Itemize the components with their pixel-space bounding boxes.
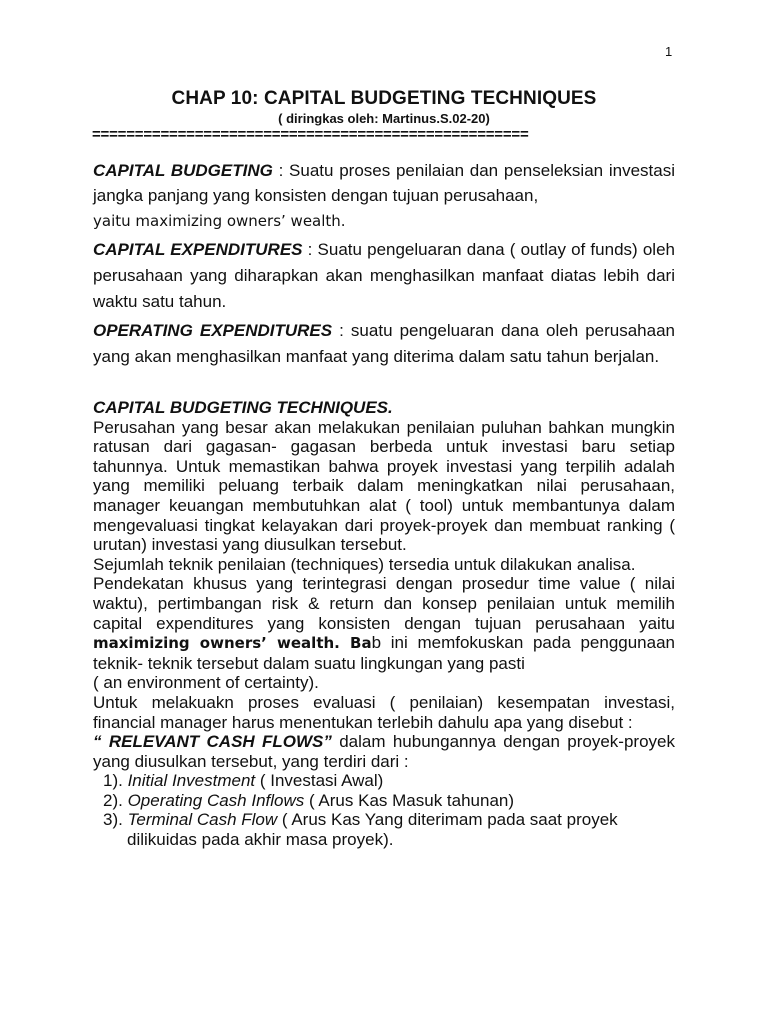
techniques-p3-bold: maximizing owners’ wealth. Ba bbox=[93, 634, 372, 653]
list-item-number: 3). bbox=[103, 810, 128, 830]
list-item bbox=[93, 791, 675, 811]
techniques-paragraph-3 bbox=[93, 574, 675, 673]
capital-budgeting-text: : Suatu proses penilaian dan penseleksian investasi jangka panjang yang konsisten dengan tujuan perusahaan, bbox=[93, 161, 675, 205]
divider-line: =================================================== bbox=[92, 126, 529, 143]
techniques-p3-start: Pendekatan khusus yang terintegrasi dengan prosedur time value ( nilai waktu), pertimbangan risk & return dan konsep penilaian untuk memilih capital expenditures yang konsisten dengan tujuan perusahaan yaitu bbox=[93, 574, 675, 633]
techniques-paragraph-2: Sejumlah teknik penilaian (techniques) tersedia untuk dilakukan analisa. bbox=[93, 554, 636, 574]
operating-expenditures-term: OPERATING EXPENDITURES bbox=[93, 321, 333, 340]
list-item-number: 1). bbox=[103, 771, 128, 791]
operating-expenditures-definition bbox=[93, 318, 675, 370]
relevant-cash-flows-term: “ RELEVANT CASH FLOWS” bbox=[93, 732, 332, 752]
page-number: 1 bbox=[665, 44, 673, 59]
capital-budgeting-definition bbox=[93, 158, 675, 234]
operating-expenditures-text: : suatu pengeluaran dana oleh perusahaan yang akan menghasilkan manfaat yang diterima dalam satu tahun berjalan. bbox=[93, 321, 675, 366]
list-item-description: ( Investasi Awal) bbox=[255, 771, 384, 791]
relevant-cash-flows-paragraph bbox=[93, 732, 675, 771]
list-item-term: Terminal Cash Flow bbox=[127, 810, 278, 830]
list-item-description: ( Arus Kas Masuk tahunan) bbox=[304, 790, 515, 810]
techniques-paragraph-4: ( an environment of certainty). bbox=[93, 673, 319, 693]
capital-expenditures-text: : Suatu pengeluaran dana ( outlay of funds) oleh perusahaan yang diharapkan akan menghasilkan manfaat diatas lebih dari waktu satu tahun. bbox=[93, 240, 675, 311]
capital-expenditures-definition bbox=[93, 237, 675, 315]
list-item-number: 2). bbox=[103, 790, 128, 810]
list-item bbox=[93, 771, 675, 791]
list-item-term: Initial Investment bbox=[127, 771, 256, 791]
capital-budgeting-goal: yaitu maximizing owners’ wealth. bbox=[93, 212, 346, 230]
chapter-title: CHAP 10: CAPITAL BUDGETING TECHNIQUES bbox=[171, 88, 597, 109]
list-item-term: Operating Cash Inflows bbox=[127, 790, 305, 810]
relevant-cash-flows-text: dalam hubungannya dengan proyek-proyek yang diusulkan tersebut, yang terdiri dari : bbox=[93, 732, 675, 771]
capital-expenditures-term: CAPITAL EXPENDITURES bbox=[93, 240, 303, 259]
list-item bbox=[93, 810, 675, 849]
list-item-description: ( Arus Kas Yang diterimam pada saat proyek bbox=[277, 810, 618, 830]
techniques-section bbox=[93, 398, 675, 850]
techniques-paragraph-1: Perusahan yang besar akan melakukan penilaian puluhan bahkan mungkin ratusan dari gagasan- gagasan berbeda untuk investasi baru setiap tahunnya. Untuk memastikan bahwa proyek investasi yang terpilih adalah yang memiliki peluang terbaik dalam meningkatkan nilai perusahaan, manager keuangan membutuhkan alat ( tool) untuk membantunya dalam mengevaluasi tingkat kelayakan dari proyek-proyek dan membuat ranking ( urutan) investasi yang diusulkan tersebut. bbox=[93, 417, 675, 555]
techniques-paragraph-5: Untuk melakuakn proses evaluasi ( penilaian) kesempatan investasi, financial manager harus menentukan terlebih dahulu apa yang disebut : bbox=[93, 692, 675, 732]
techniques-heading: CAPITAL BUDGETING TECHNIQUES. bbox=[93, 398, 393, 417]
list-item-continuation: dilikuidas pada akhir masa proyek). bbox=[127, 830, 394, 850]
capital-budgeting-term: CAPITAL BUDGETING bbox=[93, 161, 273, 180]
chapter-subtitle: ( diringkas oleh: Martinus.S.02-20) bbox=[278, 111, 490, 126]
techniques-p3-end: b ini memfokuskan pada penggunaan teknik- teknik tersebut dalam suatu lingkungan yang pasti bbox=[93, 633, 676, 673]
cash-flow-list bbox=[93, 771, 675, 849]
